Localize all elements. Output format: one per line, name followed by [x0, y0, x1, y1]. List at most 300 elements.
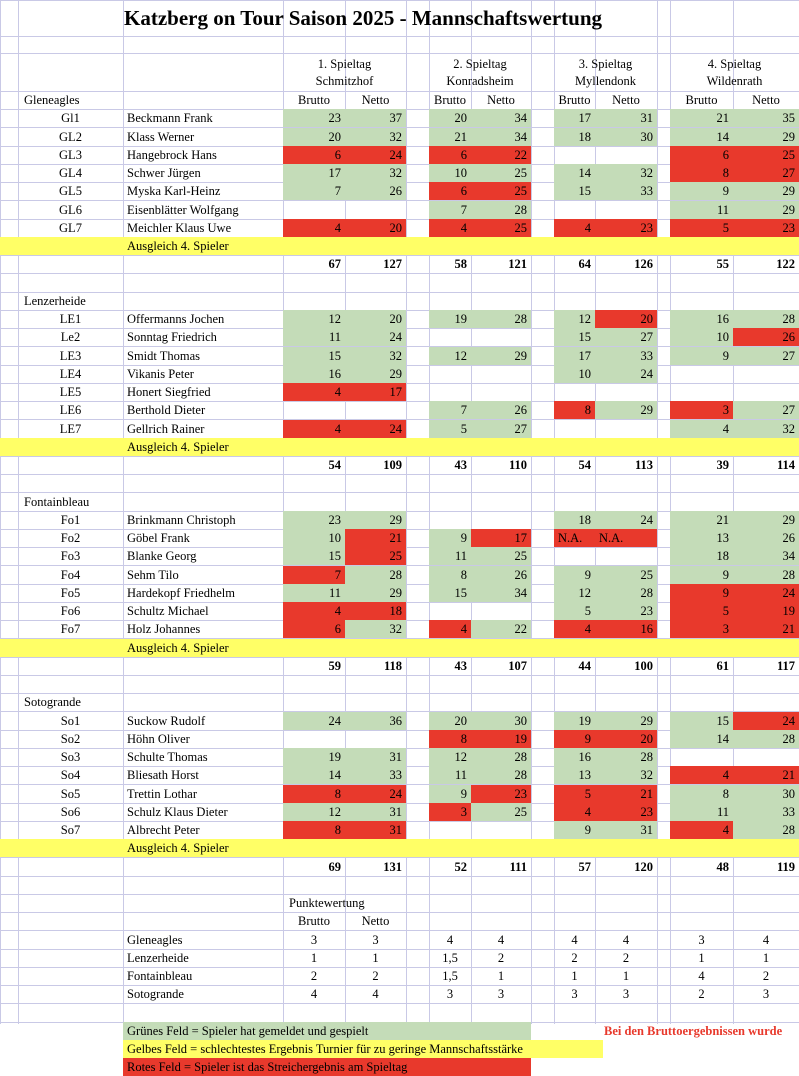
player-code: So1 [60, 713, 81, 728]
brutto-score: 4 [554, 620, 595, 638]
player-code: GL3 [59, 147, 82, 162]
netto-score: 20 [345, 310, 406, 328]
brutto-score: N.A. [554, 529, 595, 547]
total-brutto: 67 [328, 257, 341, 272]
netto-score: 28 [345, 566, 406, 584]
total-brutto: 59 [328, 658, 341, 673]
netto-score: 25 [595, 566, 657, 584]
player-name: Meichler Klaus Uwe [127, 220, 232, 235]
netto-score: 29 [345, 365, 406, 383]
brutto-score: 18 [554, 128, 595, 146]
total-brutto: 69 [328, 859, 341, 874]
netto-score: 31 [595, 109, 657, 127]
netto-score: 26 [733, 328, 799, 346]
netto-score: 34 [471, 128, 531, 146]
player-code: GL7 [59, 220, 82, 235]
brutto-score: 19 [283, 748, 345, 766]
player-name: Albrecht Peter [127, 823, 200, 837]
netto-score: 25 [471, 219, 531, 237]
points-netto-header: Netto [361, 914, 390, 929]
player-code: So2 [60, 731, 81, 746]
spieltag-course: Schmitzhof [315, 74, 374, 88]
player-name: Brinkmann Christoph [127, 512, 236, 527]
grid-col-line [531, 0, 532, 1024]
total-netto: 122 [776, 257, 795, 272]
grid-row-line [0, 36, 799, 37]
netto-score [471, 821, 531, 839]
col-netto-header: Netto [612, 93, 640, 107]
netto-score: 24 [345, 420, 406, 438]
netto-score: 23 [733, 219, 799, 237]
netto-score: 33 [345, 766, 406, 784]
netto-score [595, 547, 657, 565]
netto-score: 21 [733, 766, 799, 784]
player-name: Suckow Rudolf [127, 713, 206, 728]
netto-score: 21 [345, 529, 406, 547]
netto-score: 33 [595, 347, 657, 365]
brutto-score [554, 547, 595, 565]
player-code: Gl1 [61, 111, 80, 126]
points-brutto: 2 [698, 987, 705, 1002]
brutto-score: 4 [429, 620, 471, 638]
brutto-score [429, 328, 471, 346]
team-name: Gleneagles [24, 93, 80, 107]
netto-score: 30 [733, 785, 799, 803]
netto-score: 23 [595, 602, 657, 620]
brutto-score: 11 [283, 328, 345, 346]
brutto-score: 9 [670, 584, 733, 602]
brutto-score: 6 [283, 146, 345, 164]
netto-score: 26 [345, 182, 406, 200]
brutto-score: 4 [283, 420, 345, 438]
netto-score [595, 146, 657, 164]
player-name: Honert Siegfried [127, 385, 211, 399]
netto-score: 28 [595, 584, 657, 602]
netto-score: 28 [471, 766, 531, 784]
netto-score: 29 [345, 511, 406, 529]
brutto-score [670, 365, 733, 383]
brutto-score: 5 [429, 420, 471, 438]
total-netto: 127 [383, 257, 402, 272]
player-code: Le2 [60, 330, 81, 345]
brutto-score: 15 [670, 712, 733, 730]
player-name: Smidt Thomas [127, 348, 201, 363]
brutto-score: 9 [670, 182, 733, 200]
netto-score: 32 [345, 128, 406, 146]
brutto-score: 12 [554, 584, 595, 602]
total-brutto: 61 [716, 658, 729, 673]
netto-score: 31 [595, 821, 657, 839]
brutto-score: 8 [283, 821, 345, 839]
netto-score: 23 [595, 803, 657, 821]
total-netto: 100 [634, 658, 653, 673]
netto-score: 24 [345, 785, 406, 803]
netto-score: 27 [733, 347, 799, 365]
player-code: GL4 [59, 166, 82, 180]
netto-score: 29 [471, 347, 531, 365]
netto-score: 31 [345, 821, 406, 839]
spieltag-title: 2. Spieltag [453, 57, 507, 71]
brutto-score: 9 [554, 821, 595, 839]
netto-score: 35 [733, 109, 799, 127]
brutto-score: 14 [670, 128, 733, 146]
netto-score: 19 [733, 602, 799, 620]
total-netto: 109 [383, 458, 402, 472]
spieltag-title: 1. Spieltag [317, 57, 372, 71]
netto-score [595, 201, 657, 219]
brutto-score: 13 [670, 529, 733, 547]
player-code: LE4 [59, 366, 82, 381]
netto-score [733, 365, 799, 383]
netto-score: 29 [595, 401, 657, 419]
points-team: Lenzerheide [127, 950, 189, 965]
brutto-score: 15 [554, 328, 595, 346]
brutto-score: 7 [283, 182, 345, 200]
brutto-score: 11 [670, 201, 733, 219]
netto-score [471, 511, 531, 529]
total-netto: 118 [383, 658, 402, 673]
col-netto-header: Netto [752, 93, 780, 107]
brutto-score: 17 [283, 164, 345, 182]
brutto-score: 8 [429, 566, 471, 584]
points-netto: 2 [622, 950, 630, 965]
brutto-score: 8 [670, 164, 733, 182]
netto-score: 28 [595, 748, 657, 766]
brutto-score: 4 [429, 219, 471, 237]
player-name: Vikanis Peter [127, 366, 194, 381]
brutto-score: 5 [670, 219, 733, 237]
brutto-score: 10 [554, 365, 595, 383]
brutto-score: 4 [670, 420, 733, 438]
brutto-score: 20 [429, 712, 471, 730]
brutto-score: 8 [429, 730, 471, 748]
brutto-score: 9 [429, 785, 471, 803]
brutto-score [429, 511, 471, 529]
brutto-score: 19 [554, 712, 595, 730]
ausgleich-label: Ausgleich 4. Spieler [127, 439, 229, 454]
netto-score: 28 [733, 730, 799, 748]
netto-score [471, 602, 531, 620]
brutto-score: 4 [670, 821, 733, 839]
netto-score [471, 383, 531, 401]
player-code: GL5 [59, 184, 82, 199]
player-name: Gellrich Rainer [127, 421, 205, 436]
netto-score: 28 [471, 310, 531, 328]
netto-score: 22 [471, 620, 531, 638]
points-team: Sotogrande [127, 987, 184, 1002]
legend-red: Rotes Feld = Spieler ist das Streichergebnis am Spieltag [123, 1058, 531, 1076]
brutto-score: 3 [429, 803, 471, 821]
total-netto: 126 [634, 257, 653, 272]
netto-score [345, 401, 406, 419]
netto-score: 20 [595, 730, 657, 748]
points-brutto: 2 [310, 969, 318, 983]
legend-note: Bei den Bruttoergebnissen wurde [604, 1023, 783, 1038]
legend-green: Grünes Feld = Spieler hat gemeldet und gespielt [123, 1022, 531, 1040]
brutto-score [554, 420, 595, 438]
total-brutto: 48 [716, 859, 729, 874]
player-code: GL2 [59, 129, 82, 144]
points-brutto: 2 [571, 950, 578, 965]
netto-score: 28 [471, 201, 531, 219]
brutto-score: 5 [554, 785, 595, 803]
points-netto: 3 [497, 987, 505, 1002]
total-brutto: 55 [716, 257, 729, 272]
points-netto: 2 [762, 969, 770, 983]
netto-score: 30 [595, 128, 657, 146]
grid-col-line [657, 0, 658, 1024]
points-brutto: 4 [571, 932, 578, 947]
netto-score [345, 201, 406, 219]
netto-score: 28 [733, 310, 799, 328]
total-brutto: 43 [454, 658, 467, 673]
player-code: LE6 [59, 403, 82, 418]
netto-score: 34 [733, 547, 799, 565]
brutto-score [429, 821, 471, 839]
netto-score [595, 383, 657, 401]
brutto-score: 16 [283, 365, 345, 383]
player-name: Holz Johannes [127, 622, 201, 637]
brutto-score: 12 [554, 310, 595, 328]
brutto-score: 11 [429, 766, 471, 784]
ausgleich-label: Ausgleich 4. Spieler [127, 640, 229, 655]
netto-score: 28 [733, 821, 799, 839]
player-name: Eisenblätter Wolfgang [127, 202, 239, 217]
netto-score: 21 [595, 785, 657, 803]
brutto-score [429, 383, 471, 401]
netto-score: 28 [733, 566, 799, 584]
netto-score [733, 748, 799, 766]
total-netto: 113 [634, 458, 653, 472]
points-netto: 4 [497, 932, 505, 947]
player-code: So7 [60, 823, 81, 837]
netto-score: 29 [345, 584, 406, 602]
netto-score: 28 [471, 748, 531, 766]
brutto-score: 6 [429, 146, 471, 164]
player-code: LE7 [59, 421, 82, 436]
netto-score: 33 [595, 182, 657, 200]
brutto-score: 23 [283, 511, 345, 529]
netto-score: 23 [595, 219, 657, 237]
netto-score: 29 [733, 511, 799, 529]
brutto-score: 12 [429, 748, 471, 766]
netto-score: 24 [595, 511, 657, 529]
player-code: LE3 [59, 348, 82, 363]
brutto-score [670, 383, 733, 401]
points-brutto: 4 [698, 969, 705, 983]
netto-score: 26 [471, 401, 531, 419]
netto-score: 24 [345, 146, 406, 164]
netto-score: 36 [345, 712, 406, 730]
brutto-score: 9 [670, 347, 733, 365]
player-name: Hardekopf Friedhelm [127, 585, 235, 600]
brutto-score: 19 [429, 310, 471, 328]
brutto-score: 5 [670, 602, 733, 620]
brutto-score: 8 [670, 785, 733, 803]
netto-score: 32 [345, 347, 406, 365]
brutto-score [283, 201, 345, 219]
total-brutto: 52 [454, 859, 467, 874]
points-netto: 4 [622, 932, 630, 947]
player-code: Fo5 [60, 585, 81, 600]
brutto-score: 9 [429, 529, 471, 547]
netto-score: 19 [471, 730, 531, 748]
brutto-score: 12 [283, 803, 345, 821]
total-brutto: 54 [578, 458, 591, 472]
netto-score: 23 [471, 785, 531, 803]
netto-score: 25 [471, 182, 531, 200]
total-netto: 114 [776, 458, 795, 472]
brutto-score: 14 [554, 164, 595, 182]
player-name: Klass Werner [127, 129, 195, 144]
netto-score: 25 [345, 547, 406, 565]
brutto-score: 3 [670, 620, 733, 638]
brutto-score: 4 [554, 803, 595, 821]
points-netto: 2 [372, 969, 379, 983]
brutto-score [429, 602, 471, 620]
netto-score: 17 [471, 529, 531, 547]
ausgleich-label: Ausgleich 4. Spieler [127, 239, 229, 253]
netto-score: 24 [345, 328, 406, 346]
netto-score: 34 [471, 584, 531, 602]
player-name: Beckmann Frank [127, 111, 213, 126]
brutto-score: 8 [554, 401, 595, 419]
brutto-score [429, 365, 471, 383]
brutto-score: 4 [670, 766, 733, 784]
player-name: Höhn Oliver [127, 731, 190, 746]
points-brutto-header: Brutto [298, 914, 330, 929]
brutto-score [554, 146, 595, 164]
brutto-score: 9 [670, 566, 733, 584]
brutto-score: 21 [670, 511, 733, 529]
points-brutto: 1,5 [442, 950, 458, 965]
brutto-score [554, 201, 595, 219]
netto-score: 25 [733, 146, 799, 164]
points-team: Gleneagles [127, 932, 183, 947]
brutto-score: 4 [554, 219, 595, 237]
ausgleich-label: Ausgleich 4. Spieler [127, 841, 229, 856]
grid-row-line [0, 0, 799, 1]
netto-score: 25 [471, 547, 531, 565]
netto-score: 32 [345, 164, 406, 182]
brutto-score: 15 [283, 347, 345, 365]
points-netto: 3 [762, 987, 770, 1002]
total-netto: 111 [509, 859, 527, 874]
netto-score [471, 365, 531, 383]
brutto-score: 11 [670, 803, 733, 821]
brutto-score: 4 [283, 383, 345, 401]
player-name: Hangebrock Hans [127, 147, 217, 162]
brutto-score: 3 [670, 401, 733, 419]
total-brutto: 58 [454, 257, 467, 272]
grid-row-line [0, 474, 799, 475]
brutto-score: 10 [429, 164, 471, 182]
page-title: Katzberg on Tour Saison 2025 - Mannschaftswertung [124, 6, 602, 30]
brutto-score: 11 [283, 584, 345, 602]
player-name: Schulte Thomas [127, 750, 208, 764]
points-netto: 1 [622, 969, 630, 983]
total-netto: 117 [776, 658, 795, 673]
team-name: Sotogrande [24, 695, 81, 710]
total-brutto: 39 [716, 458, 729, 472]
col-netto-header: Netto [361, 93, 390, 107]
points-netto: 3 [372, 932, 379, 947]
brutto-score: 4 [283, 219, 345, 237]
player-code: Fo1 [60, 512, 81, 527]
brutto-score: 16 [670, 310, 733, 328]
netto-score: 27 [471, 420, 531, 438]
netto-score: 20 [345, 219, 406, 237]
netto-score: 27 [595, 328, 657, 346]
brutto-score: 7 [429, 201, 471, 219]
netto-score: 18 [345, 602, 406, 620]
total-netto: 110 [508, 458, 527, 472]
netto-score: 27 [733, 401, 799, 419]
brutto-score: 8 [283, 785, 345, 803]
points-brutto: 3 [310, 932, 318, 947]
netto-score: 17 [345, 383, 406, 401]
spieltag-course: Myllendonk [574, 74, 637, 88]
spieltag-course: Konradsheim [446, 74, 514, 88]
brutto-score: 20 [429, 109, 471, 127]
brutto-score [670, 748, 733, 766]
total-brutto: 64 [578, 257, 591, 272]
total-netto: 121 [508, 257, 527, 272]
netto-score: 24 [733, 712, 799, 730]
player-code: Fo3 [60, 549, 81, 564]
netto-score: 37 [345, 109, 406, 127]
brutto-score: 4 [283, 602, 345, 620]
points-title: Punktewertung [289, 896, 365, 910]
brutto-score: 17 [554, 109, 595, 127]
netto-score [733, 383, 799, 401]
player-code: So3 [60, 750, 81, 764]
netto-score: 29 [733, 201, 799, 219]
legend-yellow: Gelbes Feld = schlechtestes Ergebnis Turnier für zu geringe Mannschaftsstärke [123, 1040, 603, 1058]
player-name: Sehm Tilo [127, 567, 179, 582]
col-netto-header: Netto [487, 93, 515, 107]
netto-score: 31 [345, 803, 406, 821]
player-name: Berthold Dieter [127, 403, 206, 418]
player-name: Trettin Lothar [127, 786, 198, 801]
total-brutto: 44 [578, 658, 591, 673]
player-name: Blanke Georg [127, 549, 197, 564]
points-netto: 1 [372, 950, 379, 965]
brutto-score: 18 [554, 511, 595, 529]
brutto-score: 10 [670, 328, 733, 346]
team-name: Lenzerheide [24, 293, 86, 308]
team-name: Fontainbleau [24, 494, 90, 509]
netto-score [345, 730, 406, 748]
player-name: Göbel Frank [127, 531, 190, 545]
netto-score: 25 [471, 164, 531, 182]
points-brutto: 1 [698, 950, 705, 965]
player-name: Schulz Klaus Dieter [127, 804, 228, 819]
brutto-score: 14 [283, 766, 345, 784]
netto-score: 32 [595, 164, 657, 182]
points-brutto: 1 [571, 969, 578, 983]
player-name: Schwer Jürgen [127, 166, 201, 180]
brutto-score: 5 [554, 602, 595, 620]
grid-row-line [0, 53, 799, 54]
grid-row-line [0, 675, 799, 676]
brutto-score: 15 [283, 547, 345, 565]
points-netto: 4 [372, 987, 379, 1002]
brutto-score: 6 [429, 182, 471, 200]
brutto-score [554, 383, 595, 401]
brutto-score: 24 [283, 712, 345, 730]
player-code: So4 [60, 768, 81, 783]
